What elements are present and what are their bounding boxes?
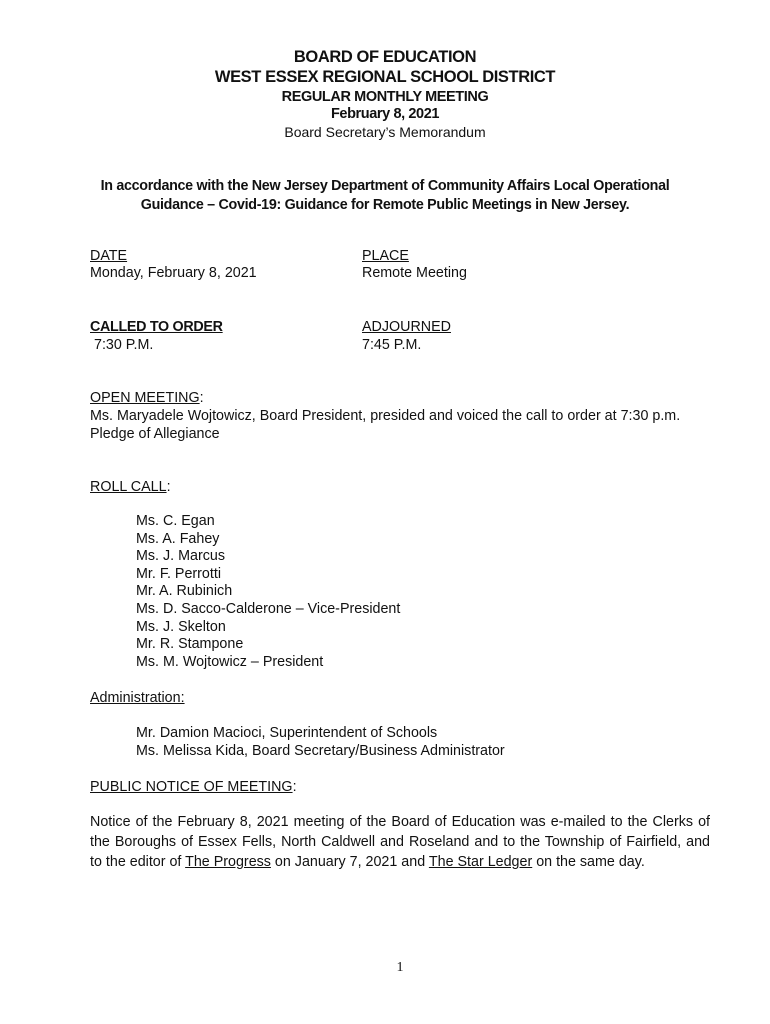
newspaper-star-ledger: The Star Ledger (428, 854, 533, 870)
roll-call-colon: : (166, 479, 171, 495)
public-notice-paragraph (90, 812, 710, 872)
adjourned-label: ADJOURNED (362, 319, 451, 335)
date-label: DATE (90, 248, 128, 264)
administration-label: Administration: (90, 690, 185, 706)
public-notice-heading (90, 779, 297, 796)
meeting-type: REGULAR MONTHLY MEETING (281, 89, 489, 105)
list-item: Ms. C. Egan (136, 513, 215, 529)
list-item: Ms. Melissa Kida, Board Secretary/Business Administrator (136, 742, 505, 759)
public-notice-text-a: Notice of the February 8, 2021 meeting of the Board of Education was e-mailed to the Clerks of the Boroughs of Essex Fells, North Caldwell and Roseland and to the Township of Fairfield, and to the editor of (90, 814, 710, 870)
public-notice-colon: : (292, 779, 297, 795)
list-item: Ms. J. Marcus (136, 548, 225, 565)
public-notice-text-c: on the same day. (532, 854, 645, 870)
list-item: Ms. M. Wojtowicz – President (136, 653, 324, 670)
covid-notice (60, 177, 710, 215)
called-to-order-label: CALLED TO ORDER (90, 319, 223, 335)
adjourned-value: 7:45 P.M. (362, 337, 422, 353)
list-item: Mr. R. Stampone (136, 636, 244, 653)
open-meeting-text: Ms. Maryadele Wojtowicz, Board President, presided and voiced the call to order at 7:30 p.m. (90, 408, 681, 424)
open-meeting-heading (90, 390, 204, 407)
list-item: Mr. F. Perrotti (136, 565, 221, 582)
newspaper-progress: The Progress (185, 854, 271, 870)
page-number: 1 (396, 960, 404, 975)
roll-call-label: ROLL CALL (90, 479, 167, 495)
open-meeting-label: OPEN MEETING (90, 390, 200, 406)
date-value: Monday, February 8, 2021 (90, 265, 257, 281)
meeting-date-title: February 8, 2021 (330, 106, 440, 122)
place-label: PLACE (362, 248, 409, 264)
roll-call-heading (90, 479, 171, 496)
public-notice-text-b: on January 7, 2021 and (270, 854, 429, 870)
memorandum-subtitle: Board Secretary’s Memorandum (284, 124, 486, 140)
open-meeting-colon: : (199, 390, 204, 406)
roll-call-list (136, 513, 400, 671)
called-to-order-value: 7:30 P.M. (94, 337, 154, 353)
list-item: Mr. A. Rubinich (136, 583, 233, 600)
list-item: Ms. D. Sacco-Calderone – Vice-President (136, 600, 401, 617)
list-item: Ms. A. Fahey (136, 530, 220, 547)
pledge-text: Pledge of Allegiance (90, 426, 220, 442)
district-title: WEST ESSEX REGIONAL SCHOOL DISTRICT (214, 68, 556, 86)
board-title: BOARD OF EDUCATION (293, 48, 477, 66)
list-item: Ms. J. Skelton (136, 618, 226, 635)
list-item: Mr. Damion Macioci, Superintendent of Schools (136, 725, 438, 741)
covid-notice-line2: Guidance – Covid-19: Guidance for Remote Public Meetings in New Jersey. (140, 197, 630, 213)
place-value: Remote Meeting (362, 265, 467, 281)
administration-list (136, 725, 505, 760)
covid-notice-line1: In accordance with the New Jersey Department of Community Affairs Local Operational (100, 178, 670, 194)
public-notice-label: PUBLIC NOTICE OF MEETING (90, 779, 293, 795)
